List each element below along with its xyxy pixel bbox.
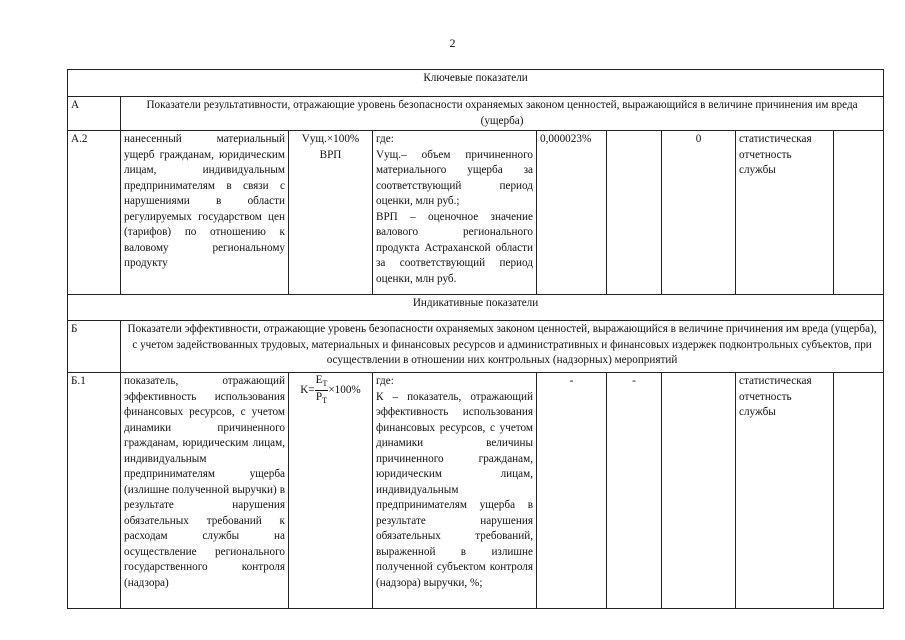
indicator-target-b1 <box>662 373 736 609</box>
formula-numerator: Vущ.×100% <box>301 133 360 145</box>
indicator-col9-a2 <box>834 131 884 295</box>
page-number: 2 <box>449 36 456 50</box>
formula-rhs: ×100% <box>328 384 361 397</box>
indicator-definition-a2 <box>373 131 537 295</box>
formula-fraction <box>315 374 329 407</box>
definition-line: где: <box>376 133 394 145</box>
indicator-value-a2: 0,000023% <box>537 131 607 295</box>
indicator-code-b1: Б.1 <box>68 373 121 609</box>
group-description-a: Показатели результативности, отражающие уровень безопасности охраняемых законом ценностей, выражающийся в величине причинения им вреда (ущерба) <box>121 97 884 131</box>
indicator-col6-a2 <box>607 131 662 295</box>
formula-denominator: $P_T$ <box>315 391 328 406</box>
efficiency-formula <box>300 374 361 406</box>
section-title-key-indicators: Ключевые показатели <box>68 70 884 97</box>
indicator-definition-b1 <box>373 373 537 609</box>
indicator-source-a2: статистическая отчетность службы <box>736 131 834 295</box>
indicator-name-b1: показатель, отражающий эффективность использования финансовых ресурсов, с учетом динамики причиненного гражданам, юридическим лицам, индивидуальным предпринимателям ущерба (излишне полученной выручки) в результате нарушения обязательных требований к расходам службы на осуществление регионального государственного контроля (надзора) <box>121 373 289 609</box>
indicator-source-b1: статистическая отчетность службы <box>736 373 834 609</box>
formula-numerator: $E_T$ <box>315 374 329 391</box>
section-title-indicative-indicators: Индикативные показатели <box>68 295 884 321</box>
formula-denominator: ВРП <box>319 148 342 161</box>
indicator-col9-b1 <box>834 373 884 609</box>
indicator-value-b1: - <box>537 373 607 609</box>
indicator-name-a2: нанесенный материальный ущерб гражданам, юридическим лицам, индивидуальным предпринимателям в связи с нарушениями в области регулируемых государством цен (тарифов) по отношению к валовому региональному продукту <box>121 131 289 295</box>
definition-line: Vущ.– объем причиненного материального ущерба за соответствующий период оценки, млн руб.; <box>376 148 533 207</box>
indicators-table <box>67 69 884 609</box>
definition-line: К – показатель, отражающий эффективность использования финансовых ресурсов, с учетом динамики величины причиненного гражданам, юридическим лицам, индивидуальным предпринимателям ущерба в результате нарушения обязательных требований, выраженной в излишне полученной субъектом контроля (надзора) выручки, %; <box>376 390 533 589</box>
formula-lhs: K= <box>300 384 315 397</box>
group-code-a: А <box>68 97 121 131</box>
indicator-code-a2: А.2 <box>68 131 121 295</box>
group-description-b: Показатели эффективности, отражающие уровень безопасности охраняемых законом ценностей, выражающийся в величине причинения им вреда (ущерба), с учетом задействованных трудовых, материальных и финансовых ресурсов и административных и финансовых издержек подконтрольных субъектов, при осуществлении в отношении них контрольных (надзорных) мероприятий <box>121 321 884 373</box>
indicator-col6-b1: - <box>607 373 662 609</box>
definition-line: где: <box>376 375 394 387</box>
indicator-formula-b1 <box>289 373 373 609</box>
indicator-target-a2: 0 <box>662 131 736 295</box>
group-code-b: Б <box>68 321 121 373</box>
indicator-formula-a2 <box>289 131 373 295</box>
definition-line: ВРП – оценочное значение валового регионального продукта Астраханской области за соответствующий период оценки, млн руб. <box>376 210 533 285</box>
